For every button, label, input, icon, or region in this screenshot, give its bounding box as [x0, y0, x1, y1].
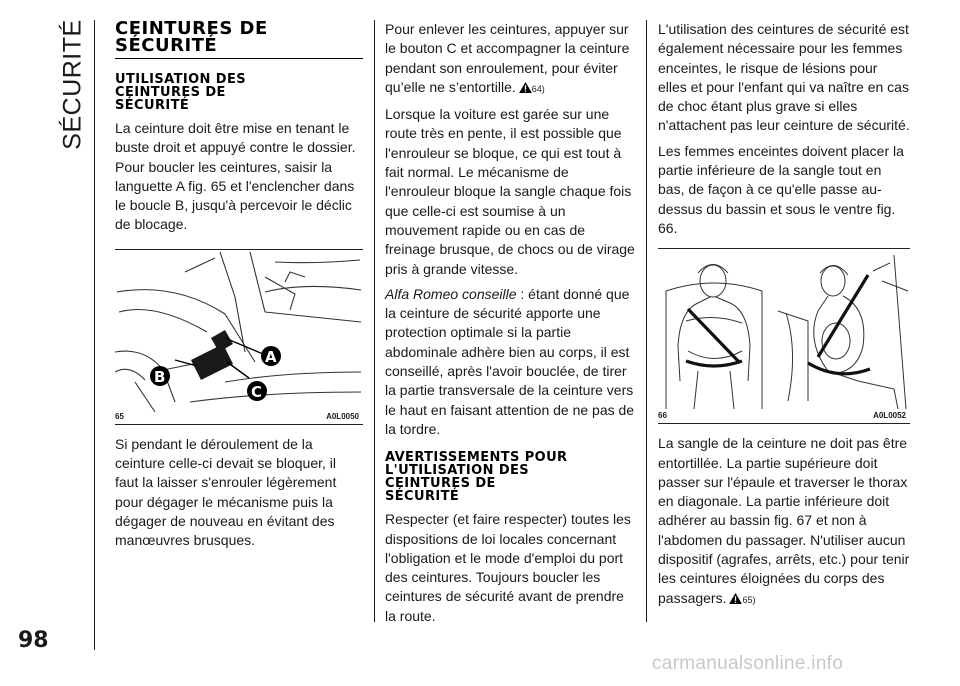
section-tab [55, 20, 85, 152]
paragraph: Pour enlever les ceintures, appuyer sur le bouton C et accompagner la ceinture pendant son enroulement, pour éviter qu’elle ne s’entortille. 64) [385, 21, 630, 95]
paragraph: Si pendant le déroulement de la ceinture celle-ci devait se bloquer, il faut la laisser s'enrouler légèrement pour dégager le mécanisme puis la dégager de nouveau en évitant des manœuvres brusques. [115, 435, 337, 549]
section-heading: AVERTISSEMENTS POUR L'UTILISATION DES CEINTURES DE SÉCURITÉ [385, 450, 568, 505]
callout-a: A [265, 347, 277, 366]
page-number: 98 [18, 628, 49, 653]
column-divider [374, 20, 375, 622]
warning-icon [519, 82, 532, 93]
column-3 [658, 20, 910, 616]
watermark: carmanualsonline.info [652, 653, 844, 674]
column-divider [646, 20, 647, 622]
column-1 [115, 20, 363, 557]
paragraph: L'utilisation des ceintures de sécurité est également nécessaire pour les femmes enceintes, le risque de lésions pour elles et pour l'enfant qui va naître en cas de choc étant plus grave si elles n'attachent pas leur ceinture de sécurité. [658, 21, 910, 134]
figure-code: A0L0052 [873, 411, 906, 421]
paragraph: Lorsque la voiture est garée sur une route très en pente, il est possible que l'enrouleur se bloque, ce qui est tout à fait normal. Le mécanisme de l'enrouleur bloque la sangle chaque fois que celle-ci est soumise à un mouvement rapide ou en cas de freinage brusque, de chocs ou de virage pris à grande vitesse. [385, 106, 635, 277]
callout-b: B [154, 367, 166, 386]
section-heading: UTILISATION DES CEINTURES DE SÉCURITÉ [115, 72, 246, 113]
warning-icon [729, 593, 742, 604]
paragraph: La ceinture doit être mise en tenant le buste droit et appuyé contre le dossier. Pour boucler les ceintures, saisir la languette A fig. 65 et l'enclencher dans le boucle B, jusqu'à percevoir le déclic de blocage. [115, 120, 356, 233]
figure-65 [115, 249, 363, 425]
figure-code: A0L0050 [326, 411, 359, 421]
warning-reference: 65) [742, 594, 756, 605]
column-2 [385, 20, 635, 632]
pregnant-woman-seatbelt-illustration [658, 251, 910, 411]
callout-c: C [251, 382, 263, 401]
section-divider [94, 20, 95, 650]
section-tab-label: SÉCURITÉ [58, 19, 87, 150]
advice-label: Alfa Romeo conseille [385, 285, 517, 302]
figure-number: 66 [658, 411, 667, 421]
seatbelt-buckle-illustration [115, 252, 363, 412]
figure-66 [658, 248, 910, 424]
paragraph: La sangle de la ceinture ne doit pas être entortillée. La partie supérieure doit passer sur l'épaule et traverser le thorax en diagonale. La partie inférieure doit adhérer au bassin fig. 67 et non à l'abdomen du passager. N'utiliser aucun dispositif (agrafes, arrêts, etc.) pour tenir les ceintures éloignées du corps des passagers. 65) [658, 435, 910, 606]
paragraph: Les femmes enceintes doivent placer la partie inférieure de la sangle tout en bas, de façon à ce qu'elle passe au-dessus du bassin et sous le ventre fig. 66. [658, 142, 904, 236]
page-title: CEINTURES DE SÉCURITÉ [115, 20, 363, 59]
warning-reference: 64) [531, 83, 545, 94]
paragraph: Alfa Romeo conseille : étant donné que la ceinture de sécurité apporte une protection optimale si la partie abdominale adhère bien au corps, il est conseillé, après l'avoir bouclée, de tirer la partie transversale de la ceinture vers le haut en faisant attention de ne pas de la tordre. [385, 285, 635, 437]
figure-number: 65 [115, 411, 124, 421]
paragraph: Respecter (et faire respecter) toutes les dispositions de loi locales concernant l'obligation et le mode d'emploi du port des ceintures. Toujours boucler les ceintures de sécurité avant de prendre la route. [385, 511, 631, 624]
